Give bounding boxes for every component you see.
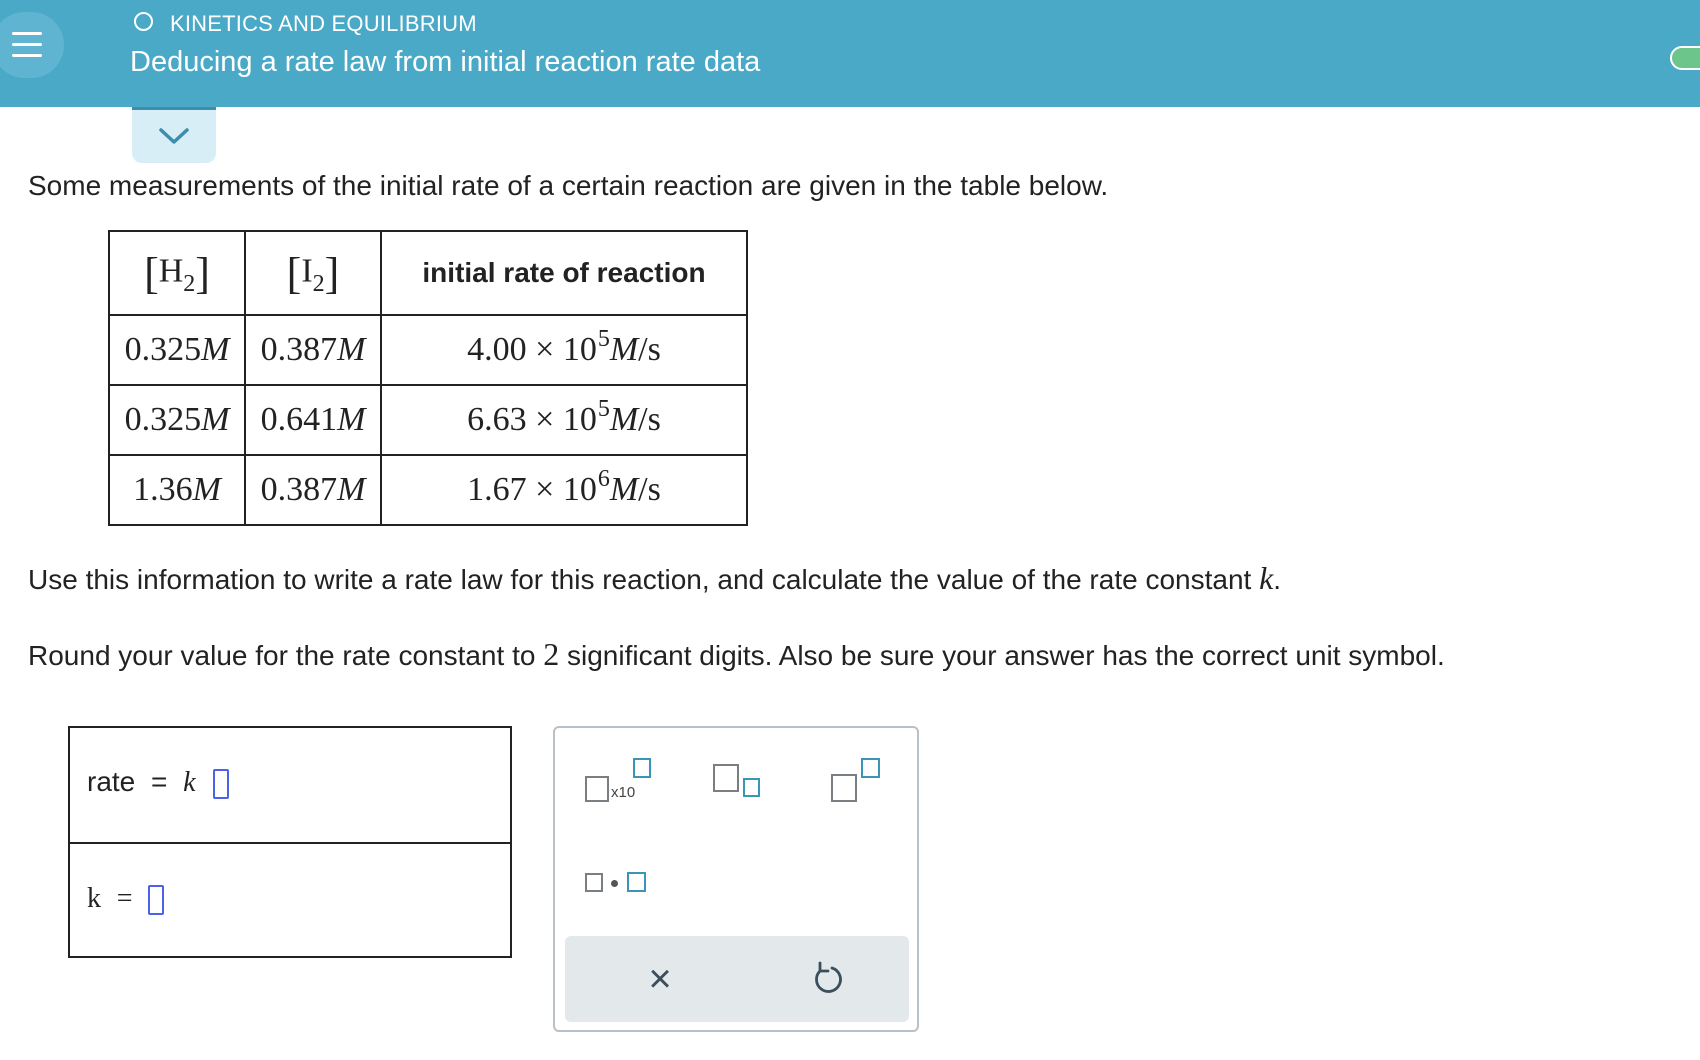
bracket-right: ] — [324, 248, 340, 298]
unit-m: M — [201, 401, 230, 438]
h2-species: H — [158, 251, 184, 289]
instruction-rate-law — [28, 560, 1281, 597]
h2-value: 0.325 — [124, 331, 202, 368]
h2-value: 0.325 — [124, 401, 202, 438]
undo-button[interactable] — [805, 956, 851, 1002]
bracket-left: [ — [144, 248, 159, 298]
undo-icon — [805, 956, 851, 1002]
unit-m: M — [609, 471, 639, 508]
superscript-button[interactable] — [831, 758, 885, 804]
i2-subscript: 2 — [312, 270, 325, 297]
page-title: Deducing a rate law from initial reaction rate data — [130, 46, 761, 78]
subscript-button[interactable] — [713, 764, 765, 806]
unit-m: M — [337, 471, 366, 508]
h2-subscript: 2 — [183, 270, 196, 297]
h2-cell — [109, 455, 245, 525]
unit-m: M — [337, 401, 366, 438]
table-row — [109, 385, 747, 455]
rate-law-expression — [87, 766, 229, 799]
i2-cell — [245, 455, 381, 525]
k-value-row — [70, 844, 510, 956]
i2-cell — [245, 315, 381, 385]
unit-per-s: /s — [638, 401, 661, 438]
menu-icon — [12, 32, 42, 35]
instruction-rounding — [28, 636, 1445, 673]
right-box-icon — [627, 872, 646, 892]
k-label: k — [87, 883, 101, 914]
base-box-icon — [713, 764, 739, 792]
topic-label: KINETICS AND EQUILIBRIUM — [170, 11, 477, 36]
k-symbol: k — [183, 767, 196, 798]
table-row — [109, 455, 747, 525]
unit-per-s: /s — [638, 471, 661, 508]
bracket-right: ] — [195, 248, 210, 298]
superscript-box-icon — [861, 758, 880, 778]
header-initial-rate: initial rate of reaction — [381, 231, 747, 315]
instruction-text: significant digits. Also be sure your answer has the correct unit symbol. — [559, 640, 1445, 671]
h2-value: 1.36 — [133, 471, 193, 508]
answer-area — [68, 726, 512, 958]
rate-exponent: 5 — [597, 326, 610, 352]
expand-toggle-button[interactable] — [132, 107, 216, 163]
unit-per-s: /s — [638, 331, 661, 368]
equals-sign: = — [116, 883, 133, 914]
h2-cell — [109, 315, 245, 385]
sig-digits-number: 2 — [543, 636, 560, 672]
i2-value: 0.641 — [260, 401, 338, 438]
rate-data-table — [108, 230, 748, 526]
header-h2-concentration — [109, 231, 245, 315]
i2-value: 0.387 — [260, 331, 338, 368]
dot-icon — [611, 880, 618, 887]
base-box-icon — [585, 776, 609, 802]
k-symbol: k — [1259, 560, 1274, 596]
rate-mantissa: 1.67 — [467, 471, 527, 508]
base-box-icon — [831, 774, 857, 802]
k-value-input[interactable] — [148, 885, 164, 915]
unit-m: M — [201, 331, 230, 368]
clear-button[interactable]: × — [648, 957, 672, 1001]
menu-icon-line — [12, 54, 42, 57]
menu-button[interactable] — [0, 12, 64, 78]
rate-law-row — [70, 728, 510, 844]
chevron-down-icon — [158, 126, 190, 146]
rate-cell — [381, 455, 747, 525]
times-ten: × 10 — [535, 401, 597, 438]
rate-law-input[interactable] — [213, 769, 229, 799]
unit-m: M — [609, 331, 639, 368]
header-i2-concentration — [245, 231, 381, 315]
progress-indicator[interactable] — [1670, 46, 1700, 70]
equals-sign: = — [151, 766, 168, 797]
topic-circle-icon — [134, 12, 153, 31]
unit-m: M — [609, 401, 639, 438]
times-ten: × 10 — [535, 471, 597, 508]
bracket-left: [ — [286, 248, 302, 298]
multiply-dot-button[interactable] — [585, 870, 645, 896]
exponent-box-icon — [633, 758, 651, 778]
i2-cell — [245, 385, 381, 455]
i2-value: 0.387 — [260, 471, 338, 508]
unit-m: M — [337, 331, 366, 368]
tool-actions — [565, 936, 909, 1022]
times-ten: × 10 — [535, 331, 597, 368]
rate-exponent: 5 — [597, 396, 610, 422]
instruction-period: . — [1273, 564, 1282, 595]
table-header-row — [109, 231, 747, 315]
scientific-notation-button[interactable] — [585, 758, 649, 804]
subscript-box-icon — [743, 778, 760, 797]
rate-cell — [381, 385, 747, 455]
unit-m: M — [192, 471, 221, 508]
rate-cell — [381, 315, 747, 385]
menu-icon-line — [12, 43, 42, 46]
h2-cell — [109, 385, 245, 455]
instruction-text: Use this information to write a rate law for this reaction, and calculate the value of the rate constant — [28, 564, 1260, 595]
rate-mantissa: 6.63 — [467, 401, 527, 438]
rate-mantissa: 4.00 — [467, 331, 527, 368]
x10-label: x10 — [611, 784, 636, 801]
rate-label: rate — [87, 766, 136, 797]
i2-species: I — [301, 251, 313, 289]
top-bar — [0, 0, 1700, 107]
table-row — [109, 315, 747, 385]
instruction-text: Round your value for the rate constant to — [28, 640, 544, 671]
problem-intro: Some measurements of the initial rate of a certain reaction are given in the table below. — [28, 170, 1109, 201]
left-box-icon — [585, 873, 603, 892]
rate-exponent: 6 — [597, 466, 610, 492]
k-value-expression — [87, 882, 164, 915]
math-tool-palette — [553, 726, 919, 1032]
